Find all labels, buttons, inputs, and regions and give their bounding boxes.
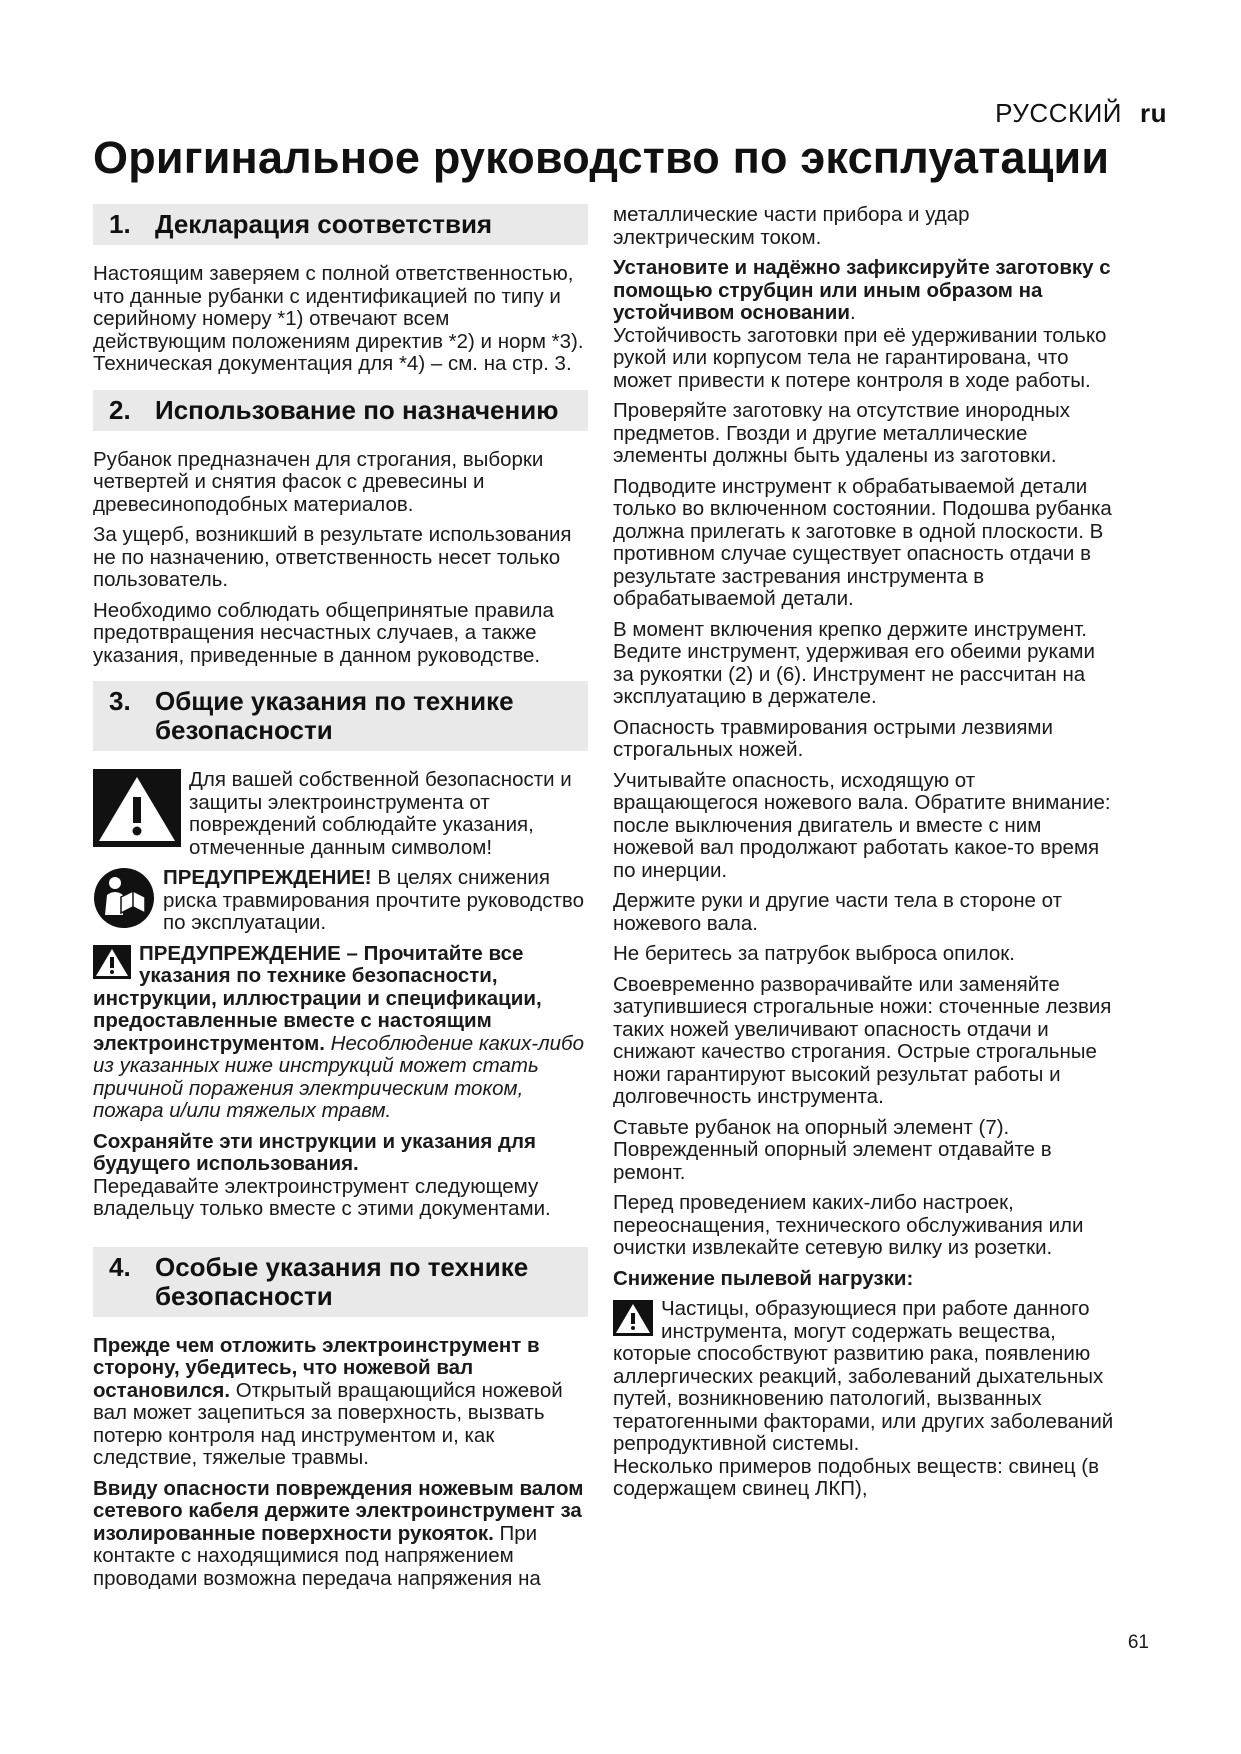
warning-triangle-icon <box>93 769 181 847</box>
right-text-0: металлические части прибора и удар электрическим током. <box>613 203 970 249</box>
right-text-4b: Ведите инструмент, удерживая его обеими руками за рукоятки (2) и (6). Инструмент не рассчитан на эксплуатацию в держателе. <box>613 640 1095 708</box>
right-text-1: Установите и надёжно зафиксируйте заготовку с помощью струбцин или иным образом на устойчивом основании. <box>613 256 1111 324</box>
right-text-4a: В момент включения крепко держите инструмент. <box>613 617 1087 641</box>
right-text-3: Подводите инструмент к обрабатываемой детали только во включенном состоянии. Подошва рубанка должна прилегать к заготовке в одной плоскости. В противном случае существует опасность отдачи в результате застревания инструмента в обрабатываемой детали. <box>613 474 1112 610</box>
section-3-heading: 3. Общие указания по технике безопасности <box>93 681 588 751</box>
section-4-heading: 4. Особые указания по технике безопасности <box>93 1247 588 1317</box>
dust-text: Частицы, образующиеся при работе данного инструмента, могут содержать вещества, которые способствуют развитию рака, появлению аллергических реакций, заболеваний дыхательных путей, возникновению патологий, вызванных тератогенными факторами, или других заболеваний репродуктивной системы. <box>613 1297 1114 1455</box>
right-text-7: Держите руки и другие части тела в стороне от ножевого вала. <box>613 889 1062 935</box>
section-2-heading: 2. Использование по назначению <box>93 390 588 431</box>
warning-triangle-small-icon <box>613 1300 653 1342</box>
right-text-11: Перед проведением каких-либо настроек, переоснащения, технического обслуживания или очистки извлекайте сетевую вилку из розетки. <box>613 1191 1084 1259</box>
right-text-2: Проверяйте заготовку на отсутствие инородных предметов. Гвозди и другие металлические элементы должны быть удалены из заготовки. <box>613 399 1071 467</box>
section-2-text-1: Рубанок предназначен для строгания, выборки четвертей и снятия фасок с древесины и древесиноподобных материалов. <box>93 447 544 516</box>
warning-triangle-small-icon <box>93 945 131 985</box>
page-title: Оригинальное руководство по эксплуатации <box>93 132 1110 183</box>
general-warning: ПРЕДУПРЕЖДЕНИЕ – Прочитайте все указания по технике безопасности, инструкции, иллюстрации и спецификации, предоставленные вместе с настоящим электроинструментом. Несоблюдение каких-либо из указанных ниже инструкций может стать причиной поражения электрическим током, пожара и/или тяжелых травм. <box>93 941 584 1122</box>
section-4-text-1: Прежде чем отложить электроинструмент в сторону, убедитесь, что ножевой вал остановился. Открытый вращающийся ножевой вал может зацепиться за поверхность, вызвать потерю контроля над инструментом и, как следствие, тяжелые травмы. <box>93 1333 563 1469</box>
dust-text-2: Несколько примеров подобных веществ: свинец (в содержащем свинец ЛКП), <box>613 1454 1100 1500</box>
left-column <box>93 204 588 1598</box>
right-text-9: Своевременно разворачивайте или заменяйте затупившиеся строгальные ножи: сточенные лезвия таких ножей увеличивают опасность отдачи и снижают качество строгания. Острые строгальные ножи гарантируют высокий результат работы и долговечность инструмента. <box>613 972 1112 1108</box>
right-column <box>613 204 1115 1509</box>
section-4-text-2: Ввиду опасности повреждения ножевым валом сетевого кабеля держите электроинструмент за изолированные поверхности рукояток. При контакте с находящимися под напряжением проводами возможна передача напряжения на <box>93 1476 584 1590</box>
read-manual-icon <box>93 867 155 929</box>
right-text-5: Опасность травмирования острыми лезвиями строгальных ножей. <box>613 715 1053 761</box>
section-1-heading: 1. Декларация соответствия <box>93 204 588 245</box>
dust-heading: Снижение пылевой нагрузки: <box>613 1266 914 1290</box>
page-number: 61 <box>1127 1632 1149 1653</box>
right-text-10: Ставьте рубанок на опорный элемент (7). Поврежденный опорный элемент отдавайте в ремонт. <box>613 1115 1052 1184</box>
keep-instructions: Сохраняйте эти инструкции и указания для будущего использования. Передавайте электроинструмент следующему владельцу только вместе с этими документами. <box>93 1129 551 1220</box>
section-1-text: Настоящим заверяем с полной ответственностью, что данные рубанки с идентификацией по типу и серийному номеру *1) отвечают всем действующим положениям директив *2) и норм *3). Техническая документация для *4) – см. на стр. 3. <box>93 262 584 375</box>
right-text-8: Не беритесь за патрубок выброса опилок. <box>613 942 1015 965</box>
section-2-text-3: Необходимо соблюдать общепринятые правила предотвращения несчастных случаев, а также указания, приведенные в данном руководстве. <box>93 598 554 667</box>
language-label <box>995 98 1167 129</box>
language-code: ru <box>1140 98 1167 128</box>
read-manual-warning: ПРЕДУПРЕЖДЕНИЕ! В целях снижения риска травмирования прочтите руководство по эксплуатации. <box>93 867 588 935</box>
section-2-text-2: За ущерб, возникший в результате использования не по назначению, ответственность несет только пользователь. <box>93 523 572 591</box>
right-text-1b: Устойчивость заготовки при её удерживании только рукой или корпусом тела не гарантирована, что может привести к потере контроля в ходе работы. <box>613 323 1107 392</box>
right-text-6: Учитывайте опасность, исходящую от вращающегося ножевого вала. Обратите внимание: после выключения двигатель и вместе с ним ножевой вал продолжают работать какое-то время по инерции. <box>613 768 1111 882</box>
safety-symbol-note: Для вашей собственной безопасности и защиты электроинструмента от повреждений соблюдайте указания, отмеченные данным символом! <box>93 769 588 859</box>
language-name: РУССКИЙ <box>995 98 1122 128</box>
